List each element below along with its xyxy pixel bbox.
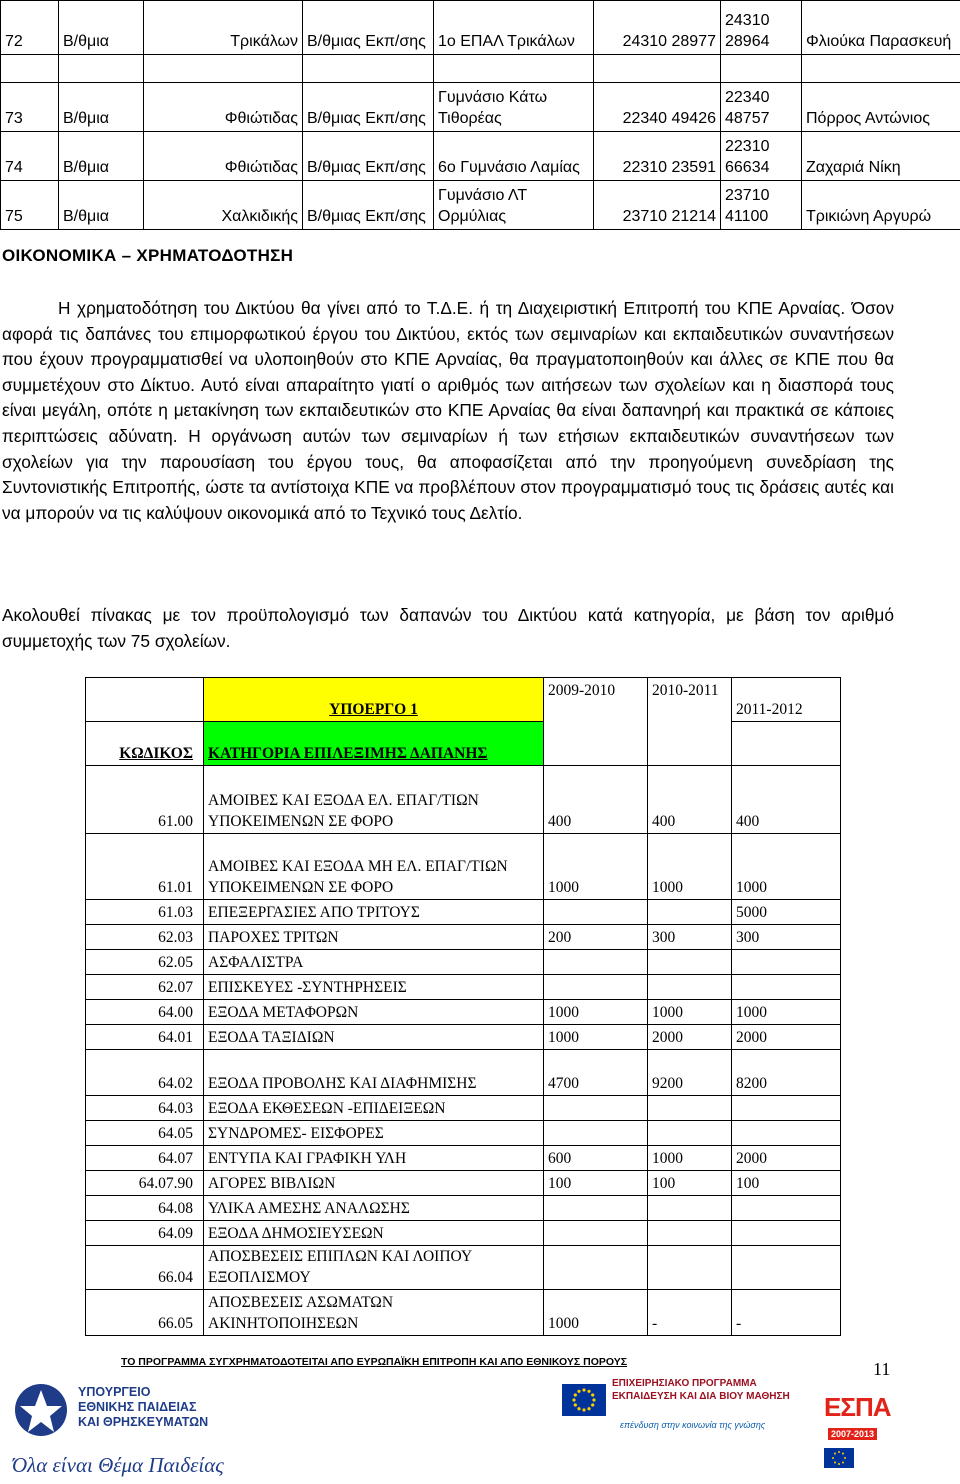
budget-title-cell <box>204 678 544 722</box>
category-header: ΚΑΤΗΓΟΡΙΑ ΕΠΙΛΕΞΙΜΗΣ ΔΑΠΑΝΗΣ <box>208 745 488 762</box>
budget-value-2011-2012: 1000 <box>732 1000 841 1025</box>
school-num: 73 <box>1 83 59 132</box>
school-dept: Β/θμιας Εκπ/σης <box>303 83 434 132</box>
budget-value-2010-2011: 100 <box>648 1171 732 1196</box>
budget-value-2011-2012: 400 <box>732 766 841 834</box>
funding-paragraph-text: Η χρηματοδότηση του Δικτύου θα γίνει από το Τ.Δ.Ε. ή τη Διαχειριστική Επιτροπή του ΚΠΕ Αρναίας. Όσον αφορά τις δαπάνες του επιμορφωτικού έργου του Δικτύου, εκτός των σεμιναρίων και εκπαιδευτικών συναντήσεων που έχουν προγραμματισθεί να υλοποιηθούν στο ΚΠΕ Αρναίας, θα πραγματοποιηθούν και άλλες σε ΚΠΕ που θα συμμετέχουν στο Δίκτυο. Αυτό είναι απαραίτητο γιατί ο αριθμός των αιτήσεων των σχολείων και η διασπορά τους είναι μεγάλη, οπότε η μετακίνηση των εκπαιδευτικών στο ΚΠΕ Αρναίας θα είναι δαπανηρή και πρακτικά σε κάποιες περιπτώσεις αδύνατη. Η οργάνωση αυτών των σεμιναρίων ή των ετήσιων εκπαιδευτικών συναντήσεων των σχολείων για την παρουσίαση του έργου τους, θα αποφασίζεται από την προηγούμενη συνεδρίαση της Συντονιστικής Επιτροπής, ώστε τα αντίστοιχα ΚΠΕ να προβλέπουν στον προγραμματισμό τους τις δράσεις αυτές και να μπορούν να τις καλύψουν οικονομικά από το Τεχνικό τους Δελτίο. <box>2 298 894 523</box>
budget-value-2009-2010 <box>544 950 648 975</box>
schools-table <box>0 0 960 230</box>
school-num: 72 <box>1 1 59 55</box>
budget-category: ΑΣΦΑΛΙΣΤΡΑ <box>204 950 544 975</box>
budget-category: ΕΞΟΔΑ ΤΑΞΙΔΙΩΝ <box>204 1025 544 1050</box>
budget-value-2011-2012: 100 <box>732 1171 841 1196</box>
budget-table <box>85 677 841 1336</box>
budget-code: 64.09 <box>86 1221 204 1246</box>
budget-code: 64.05 <box>86 1121 204 1146</box>
budget-row <box>86 1050 841 1096</box>
budget-value-2010-2011 <box>648 1246 732 1290</box>
year-header: 2010-2011 <box>648 678 732 766</box>
budget-title: ΥΠΟΕΡΓΟ 1 <box>329 701 418 718</box>
school-contact: Ζαχαριά Νίκη <box>802 132 960 181</box>
school-prefecture: Τρικάλων <box>144 1 303 55</box>
budget-row <box>86 950 841 975</box>
budget-value-2011-2012 <box>732 1096 841 1121</box>
budget-category: ΕΝΤΥΠΑ ΚΑΙ ΓΡΑΦΙΚΗ ΥΛΗ <box>204 1146 544 1171</box>
budget-code: 62.03 <box>86 925 204 950</box>
school-phone: 22340 49426 <box>594 83 721 132</box>
school-fax: 22340 48757 <box>721 83 802 132</box>
budget-value-2010-2011 <box>648 1121 732 1146</box>
school-dept: Β/θμιας Εκπ/σης <box>303 132 434 181</box>
school-num: 74 <box>1 132 59 181</box>
budget-value-2009-2010 <box>544 975 648 1000</box>
budget-value-2010-2011: 1000 <box>648 1146 732 1171</box>
budget-value-2011-2012 <box>732 975 841 1000</box>
budget-value-2009-2010 <box>544 1096 648 1121</box>
budget-intro-paragraph: Ακολουθεί πίνακας με τον προϋπολογισμό των δαπανών του Δικτύου κατά κατηγορία, με βάση τον αριθμό συμμετοχής των 75 σχολείων. <box>2 605 894 651</box>
budget-code: 62.07 <box>86 975 204 1000</box>
budget-value-2010-2011: 1000 <box>648 834 732 900</box>
budget-code: 64.03 <box>86 1096 204 1121</box>
school-phone: 22310 23591 <box>594 132 721 181</box>
table-gap-row <box>1 55 960 83</box>
ministry-line: ΕΘΝΙΚΗΣ ΠΑΙΔΕΙΑΣ <box>78 1400 197 1414</box>
budget-code: 61.03 <box>86 900 204 925</box>
budget-row <box>86 925 841 950</box>
budget-code: 64.07.90 <box>86 1171 204 1196</box>
school-name: Γυμνάσιο Κάτω Τιθορέας <box>434 83 594 132</box>
ministry-line: ΥΠΟΥΡΓΕΙΟ <box>78 1385 151 1399</box>
table-row <box>1 132 960 181</box>
budget-row <box>86 1096 841 1121</box>
budget-code: 64.00 <box>86 1000 204 1025</box>
school-fax: 22310 66634 <box>721 132 802 181</box>
budget-code: 64.02 <box>86 1050 204 1096</box>
budget-code: 62.05 <box>86 950 204 975</box>
budget-category: ΕΠΕΞΕΡΓΑΣΙΕΣ ΑΠΟ ΤΡΙΤΟΥΣ <box>204 900 544 925</box>
budget-row <box>86 975 841 1000</box>
budget-value-2011-2012: 8200 <box>732 1050 841 1096</box>
budget-category: ΕΞΟΔΑ ΜΕΤΑΦΟΡΩΝ <box>204 1000 544 1025</box>
budget-value-2009-2010: 200 <box>544 925 648 950</box>
school-level: Β/θμια <box>59 181 144 230</box>
budget-category: ΕΠΙΣΚΕΥΕΣ -ΣΥΝΤΗΡΗΣΕΙΣ <box>204 975 544 1000</box>
budget-value-2011-2012: 1000 <box>732 834 841 900</box>
budget-title-row <box>86 678 841 722</box>
budget-value-2009-2010: 600 <box>544 1146 648 1171</box>
budget-value-2010-2011: 400 <box>648 766 732 834</box>
espa-years: 2007-2013 <box>828 1428 877 1440</box>
budget-row <box>86 1146 841 1171</box>
budget-value-2010-2011 <box>648 900 732 925</box>
school-prefecture: Φθιώτιδας <box>144 83 303 132</box>
budget-category: ΕΞΟΔΑ ΠΡΟΒΟΛΗΣ ΚΑΙ ΔΙΑΦΗΜΙΣΗΣ <box>204 1050 544 1096</box>
budget-value-2009-2010: 1000 <box>544 834 648 900</box>
ministry-name <box>78 1385 208 1430</box>
program-line: ΕΚΠΑΙΔΕΥΣΗ ΚΑΙ ΔΙΑ ΒΙΟΥ ΜΑΘΗΣΗ <box>612 1390 790 1402</box>
program-line: ΕΠΙΧΕΙΡΗΣΙΑΚΟ ΠΡΟΓΡΑΜΜΑ <box>612 1378 757 1389</box>
budget-value-2009-2010: 1000 <box>544 1000 648 1025</box>
school-level: Β/θμια <box>59 83 144 132</box>
table-row <box>1 1 960 55</box>
espa-logo-text: ΕΣΠΑ <box>824 1392 891 1422</box>
budget-value-2010-2011: 300 <box>648 925 732 950</box>
budget-value-2011-2012: 2000 <box>732 1025 841 1050</box>
budget-value-2011-2012 <box>732 1246 841 1290</box>
school-level: Β/θμια <box>59 1 144 55</box>
budget-value-2009-2010: 1000 <box>544 1025 648 1050</box>
budget-row <box>86 1196 841 1221</box>
budget-value-2011-2012 <box>732 1221 841 1246</box>
school-fax: 24310 28964 <box>721 1 802 55</box>
budget-value-2009-2010 <box>544 900 648 925</box>
budget-row <box>86 900 841 925</box>
school-name: Γυμνάσιο ΛΤ Ορμύλιας <box>434 181 594 230</box>
budget-category: ΑΠΟΣΒΕΣΕΙΣ ΕΠΙΠΛΩΝ ΚΑΙ ΛΟΙΠΟΥ ΕΞΟΠΛΙΣΜΟΥ <box>204 1246 544 1290</box>
budget-value-2010-2011 <box>648 1096 732 1121</box>
budget-value-2009-2010: 1000 <box>544 1290 648 1336</box>
budget-value-2011-2012: 5000 <box>732 900 841 925</box>
budget-code: 66.04 <box>86 1246 204 1290</box>
funding-footer-line: ΤΟ ΠΡΟΓΡΑΜΜΑ ΣΥΓΧΡΗΜΑΤΟΔΟΤΕΙΤΑΙ ΑΠΟ ΕΥΡΩΠΑΪΚΗ ΕΠΙΤΡΟΠΗ ΚΑΙ ΑΠΟ ΕΘΝΙΚΟΥΣ ΠΟΡΟΥΣ <box>121 1356 628 1368</box>
budget-value-2011-2012 <box>732 1121 841 1146</box>
school-num: 75 <box>1 181 59 230</box>
budget-category: ΥΛΙΚΑ ΑΜΕΣΗΣ ΑΝΑΛΩΣΗΣ <box>204 1196 544 1221</box>
code-header: ΚΩΔΙΚΟΣ <box>86 722 204 766</box>
budget-value-2009-2010 <box>544 1246 648 1290</box>
budget-row <box>86 766 841 834</box>
budget-category: ΕΞΟΔΑ ΔΗΜΟΣΙΕΥΣΕΩΝ <box>204 1221 544 1246</box>
school-contact: Φλιούκα Παρασκευή <box>802 1 960 55</box>
budget-row <box>86 1290 841 1336</box>
school-phone: 23710 21214 <box>594 181 721 230</box>
budget-row <box>86 1000 841 1025</box>
budget-row <box>86 1246 841 1290</box>
school-name: 6ο Γυμνάσιο Λαμίας <box>434 132 594 181</box>
program-subtitle: επένδυση στην κοινωνία της γνώσης <box>620 1420 766 1430</box>
eu-small-flag-icon <box>824 1448 854 1468</box>
budget-code: 61.00 <box>86 766 204 834</box>
budget-value-2010-2011: 9200 <box>648 1050 732 1096</box>
budget-row <box>86 1171 841 1196</box>
budget-body <box>86 766 841 1336</box>
school-fax: 23710 41100 <box>721 181 802 230</box>
year-header: 2011-2012 <box>732 678 841 722</box>
category-header-cell <box>204 722 544 766</box>
budget-value-2010-2011 <box>648 975 732 1000</box>
budget-value-2011-2012 <box>732 1196 841 1221</box>
budget-corner-cell <box>86 678 204 722</box>
budget-value-2009-2010 <box>544 1121 648 1146</box>
empty-header-cell <box>732 722 841 766</box>
budget-category: ΠΑΡΟΧΕΣ ΤΡΙΤΩΝ <box>204 925 544 950</box>
budget-category: ΑΓΟΡΕΣ ΒΙΒΛΙΩΝ <box>204 1171 544 1196</box>
funding-paragraph <box>2 296 894 526</box>
section-heading: ΟΙΚΟΝΟΜΙΚΑ – ΧΡΗΜΑΤΟΔΟΤΗΣΗ <box>2 246 294 265</box>
budget-value-2010-2011 <box>648 1196 732 1221</box>
table-row <box>1 181 960 230</box>
budget-code: 66.05 <box>86 1290 204 1336</box>
school-contact: Πόρρος Αντώνιος <box>802 83 960 132</box>
ministry-slogan: Όλα είναι Θέμα Παιδείας <box>12 1453 224 1477</box>
budget-category: ΑΜΟΙΒΕΣ ΚΑΙ ΕΞΟΔΑ ΕΛ. ΕΠΑΓ/ΤΙΩΝ ΥΠΟΚΕΙΜΕΝΩΝ ΣΕ ΦΟΡΟ <box>204 766 544 834</box>
budget-category: ΑΜΟΙΒΕΣ ΚΑΙ ΕΞΟΔΑ ΜΗ ΕΛ. ΕΠΑΓ/ΤΙΩΝ ΥΠΟΚΕΙΜΕΝΩΝ ΣΕ ΦΟΡΟ <box>204 834 544 900</box>
budget-value-2009-2010 <box>544 1221 648 1246</box>
budget-value-2010-2011 <box>648 1221 732 1246</box>
budget-value-2009-2010: 100 <box>544 1171 648 1196</box>
table-row <box>1 83 960 132</box>
budget-value-2011-2012 <box>732 950 841 975</box>
eu-flag-icon <box>562 1384 606 1416</box>
budget-category: ΣΥΝΔΡΟΜΕΣ- ΕΙΣΦΟΡΕΣ <box>204 1121 544 1146</box>
budget-value-2010-2011 <box>648 950 732 975</box>
budget-category: ΕΞΟΔΑ ΕΚΘΕΣΕΩΝ -ΕΠΙΔΕΙΞΕΩΝ <box>204 1096 544 1121</box>
school-name: 1ο ΕΠΑΛ Τρικάλων <box>434 1 594 55</box>
budget-value-2011-2012: 300 <box>732 925 841 950</box>
school-dept: Β/θμιας Εκπ/σης <box>303 1 434 55</box>
school-level: Β/θμια <box>59 132 144 181</box>
budget-code: 64.08 <box>86 1196 204 1221</box>
ministry-line: ΚΑΙ ΘΡΗΣΚΕΥΜΑΤΩΝ <box>78 1415 209 1429</box>
budget-code: 61.01 <box>86 834 204 900</box>
school-phone: 24310 28977 <box>594 1 721 55</box>
school-prefecture: Χαλκιδικής <box>144 181 303 230</box>
budget-row <box>86 1221 841 1246</box>
budget-row <box>86 1025 841 1050</box>
school-prefecture: Φθιώτιδας <box>144 132 303 181</box>
school-dept: Β/θμιας Εκπ/σης <box>303 181 434 230</box>
budget-value-2010-2011: 1000 <box>648 1000 732 1025</box>
budget-category: ΑΠΟΣΒΕΣΕΙΣ ΑΣΩΜΑΤΩΝ ΑΚΙΝΗΤΟΠΟΙΗΣΕΩΝ <box>204 1290 544 1336</box>
budget-row <box>86 834 841 900</box>
budget-value-2009-2010: 400 <box>544 766 648 834</box>
budget-value-2011-2012: - <box>732 1290 841 1336</box>
budget-value-2010-2011: 2000 <box>648 1025 732 1050</box>
budget-value-2010-2011: - <box>648 1290 732 1336</box>
budget-row <box>86 1121 841 1146</box>
budget-value-2011-2012: 2000 <box>732 1146 841 1171</box>
budget-code: 64.01 <box>86 1025 204 1050</box>
page-number: 11 <box>873 1359 891 1379</box>
program-title <box>612 1378 790 1403</box>
budget-code: 64.07 <box>86 1146 204 1171</box>
budget-value-2009-2010 <box>544 1196 648 1221</box>
budget-value-2009-2010: 4700 <box>544 1050 648 1096</box>
school-contact: Τρικιώνη Αργυρώ <box>802 181 960 230</box>
year-header: 2009-2010 <box>544 678 648 766</box>
